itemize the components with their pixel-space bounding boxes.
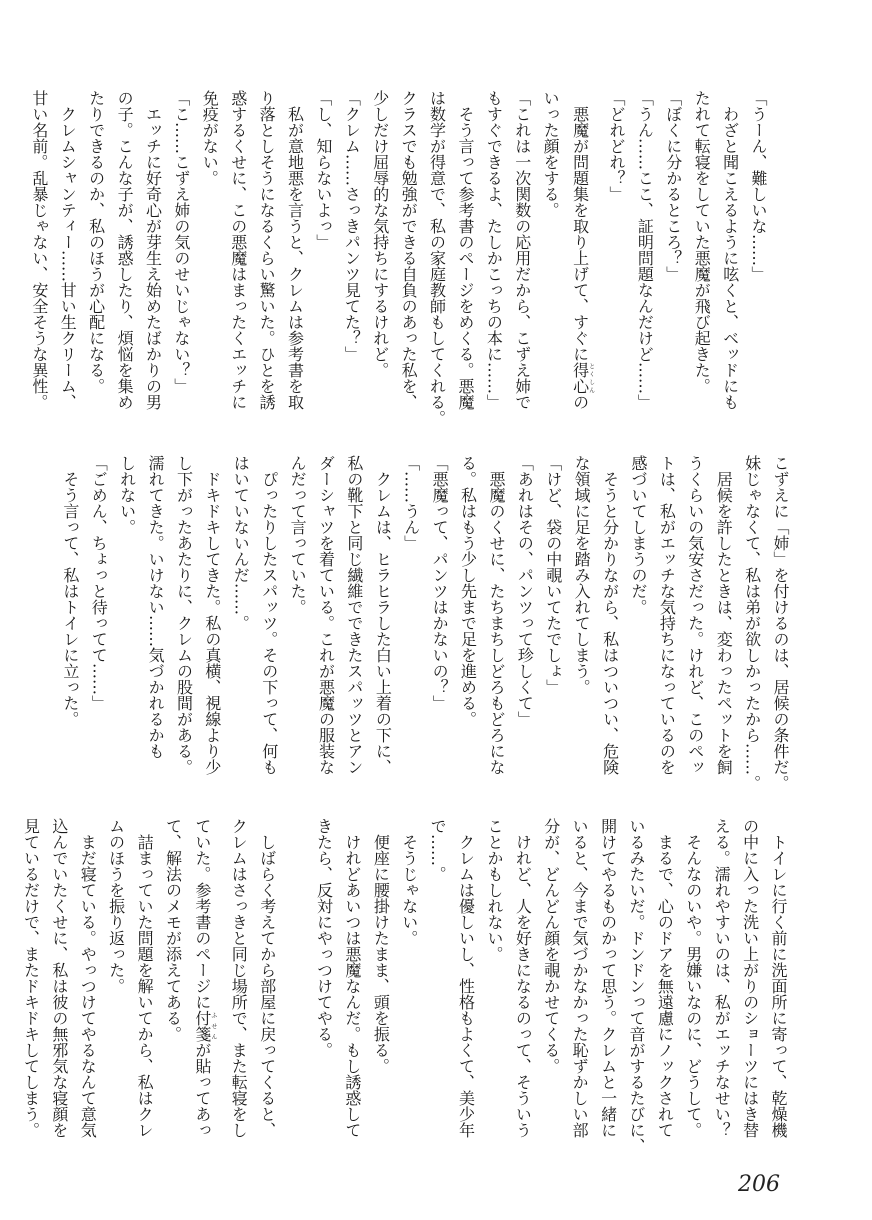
text-line: いると、今まで気づかなかった恥ずかしい部 — [570, 818, 590, 1138]
text-line: ていた。参考書のページに付箋ふせんが貼ってあっ — [192, 818, 217, 1138]
text-line: トイレに行く前に洗面所に寄って、乾燥機 — [769, 818, 788, 1138]
text-line: 「し、知らないよっ」 — [313, 90, 333, 250]
text-line: り落としそうになるくらい驚いた。ひとを誘 — [257, 90, 277, 410]
text-line: 「ぼくに分かるところ？」 — [663, 90, 683, 282]
text-line: いった顔をする。 — [541, 90, 561, 218]
text-line: 込んでいたくせに、私は彼の無邪気な寝顔を — [49, 818, 69, 1138]
furigana: とくしん — [587, 362, 595, 394]
text-line: きたら、反対にやっつけてやる。 — [314, 818, 334, 1058]
text-line: クレムは、ヒラヒラした白い上着の下に、 — [373, 455, 393, 775]
text-line: 私が意地悪を言うと、クレムは参考書を取 — [285, 90, 305, 410]
text-line: な領域に足を踏み入れてしまう。 — [572, 455, 592, 695]
text-line: トは、私がエッチな気持ちになっているのを — [657, 455, 677, 775]
text-line: しれない。 — [117, 455, 137, 535]
text-line: そうじゃない。 — [399, 818, 419, 946]
text-line: 甘い名前。乱暴じゃない、安全そうな異性。 — [29, 90, 49, 410]
text-line — [281, 818, 309, 1158]
text-line: まだ寝ている。やっつけてやるなんて意気 — [78, 818, 98, 1138]
text-line: たれて転寝をしていた悪魔が飛び起きた。 — [692, 90, 712, 394]
text-line: はいていないんだ……。 — [231, 455, 251, 631]
text-line: は数学が得意で、私の家庭教師もしてくれる。 — [427, 90, 447, 426]
text-line: クレムシャンティー……甘い生クリーム、 — [58, 90, 78, 410]
text-line: の中に入った洗い上がりのショーツにはき替 — [740, 818, 760, 1138]
text-line: こずえに「姉」を付けるのは、居候の条件だ。 — [771, 455, 790, 791]
text-line: 私の靴下と同じ繊維でできたスパッツとアン — [344, 455, 364, 775]
text-line: し下がったあたりに、クレムの股間がある。 — [174, 455, 194, 775]
text-line: エッチに好奇心が芽生え始めたばかりの男 — [143, 90, 163, 410]
text-line: 「どれどれ？」 — [606, 90, 626, 202]
text-line: けれど、人を好きになるのって、そういう — [513, 818, 533, 1138]
text-line: 詰まっていた問題を解いてから、私はクレ — [135, 818, 155, 1138]
text-line: クラスでも勉強ができる自負のあった私を、 — [399, 90, 419, 410]
text-line: の子。こんな子が、誘惑したり、煩悩を集め — [115, 90, 135, 410]
text-line: いるみたいだ。ドンドンって音がするたびに、 — [626, 818, 646, 1154]
text-line: 悪魔のくせに、たちまちしどろもどろにな — [486, 455, 506, 775]
text-line: 悪魔が問題集を取り上げて、すぐに得心とくしんの — [570, 90, 595, 410]
text-line: 惑するくせに、この悪魔はまったくエッチに — [228, 90, 248, 410]
ruby-word: 得心とくしん — [570, 362, 595, 394]
text-line: 「けど、袋の中覗いてたでしょ」 — [543, 455, 563, 695]
text-line: ムのほうを振り返った。 — [106, 818, 126, 994]
text-line: しばらく考えてから部屋に戻ってくると、 — [257, 818, 277, 1138]
text-line: 「クレム……さっきパンツ見てた？」 — [342, 90, 362, 362]
text-line: ぴったりしたスパッツ。その下って、何も — [259, 455, 279, 775]
text-line: わざと聞こえるように呟くと、ベッドにも — [720, 90, 740, 410]
text-line: ダーシャツを着ている。これが悪魔の服装な — [316, 455, 336, 775]
text-line: 見ているだけで、またドキドキしてしまう。 — [21, 818, 41, 1138]
text-line: 「悪魔って、パンツはかないの？」 — [430, 455, 450, 711]
text-line: 感づいてしまうのだ。 — [628, 455, 648, 615]
text-line: そんなのいや。男嫌いなのに、どうして。 — [683, 818, 703, 1138]
text-line: そう言って、私はトイレに立った。 — [60, 455, 80, 727]
furigana: ふせん — [209, 1010, 217, 1042]
text-line: 「うーん、難しいな……」 — [749, 90, 768, 282]
text-line: もすぐできるよ、たしかこっちの本に……」 — [484, 90, 504, 410]
text-line: 「うん……ここ、証明問題なんだけど……」 — [635, 90, 655, 410]
text-line: 「これは一次関数の応用だから、こずえ姉で — [512, 90, 532, 410]
text-line: 少しだけ屈辱的な気持ちにするけれど。 — [370, 90, 390, 378]
text-line: 居候を許したときは、変わったペットを飼 — [714, 455, 734, 775]
text-line: そう言って参考書のページをめくる。悪魔 — [455, 90, 475, 410]
text-line: る。私はもう少し先まで足を進める。 — [458, 455, 478, 727]
text-line: 免疫がない。 — [200, 90, 220, 186]
text-line: クレムはさっきと同じ場所で、また転寝をし — [229, 818, 249, 1138]
text-line: 「こ……こずえ姉の気のせいじゃない？」 — [171, 90, 191, 394]
text-line: んだって言っていた。 — [288, 455, 308, 615]
text-line: うくらいの気安さだった。けれど、このペッ — [685, 455, 705, 775]
text-line: 便座に腰掛けたまま、頭を振る。 — [371, 818, 391, 1074]
text-block-middle — [55, 455, 794, 795]
text-line: 分が、どんどん顔を覗かせてくる。 — [541, 818, 561, 1074]
text-line: える。濡れやすいのは、私がエッチなせい？ — [712, 818, 732, 1138]
text-line: 「……うん」 — [401, 455, 421, 551]
text-block-bottom — [16, 818, 792, 1158]
text-line: 「あれはその、パンツって珍しくて」 — [515, 455, 535, 727]
text-line: 濡れてきた。いけない……気づかれるかも — [146, 455, 166, 759]
text-line: ことかもしれない。 — [484, 818, 504, 962]
text-line: クレムは優しいし、性格もよくて、美少年 — [456, 818, 476, 1138]
text-line: そうと分かりながら、私はついつい、危険 — [600, 455, 620, 775]
text-line: 「ごめん、ちょっと待ってて……」 — [89, 455, 109, 711]
text-line: で……。 — [428, 818, 448, 882]
text-line: 開けてやるものかって思う。クレムと一緒に — [598, 818, 618, 1138]
text-line: たりできるのか、私のほうが心配になる。 — [86, 90, 106, 394]
text-line: まるで、心のドアを無遠慮にノックされて — [655, 818, 675, 1138]
ruby-word: 付箋ふせん — [192, 1010, 217, 1042]
page-number: 206 — [738, 1172, 780, 1197]
text-line: て、解法のメモが添えてある。 — [163, 818, 183, 1042]
text-line: ドキドキしてきた。私の真横、視線より少 — [202, 455, 222, 775]
text-line: けれどあいつは悪魔なんだ。もし誘惑して — [342, 818, 362, 1138]
text-block-top — [24, 90, 772, 430]
text-line: 妹じゃなくて、私は弟が欲しかったから……。 — [742, 455, 762, 791]
